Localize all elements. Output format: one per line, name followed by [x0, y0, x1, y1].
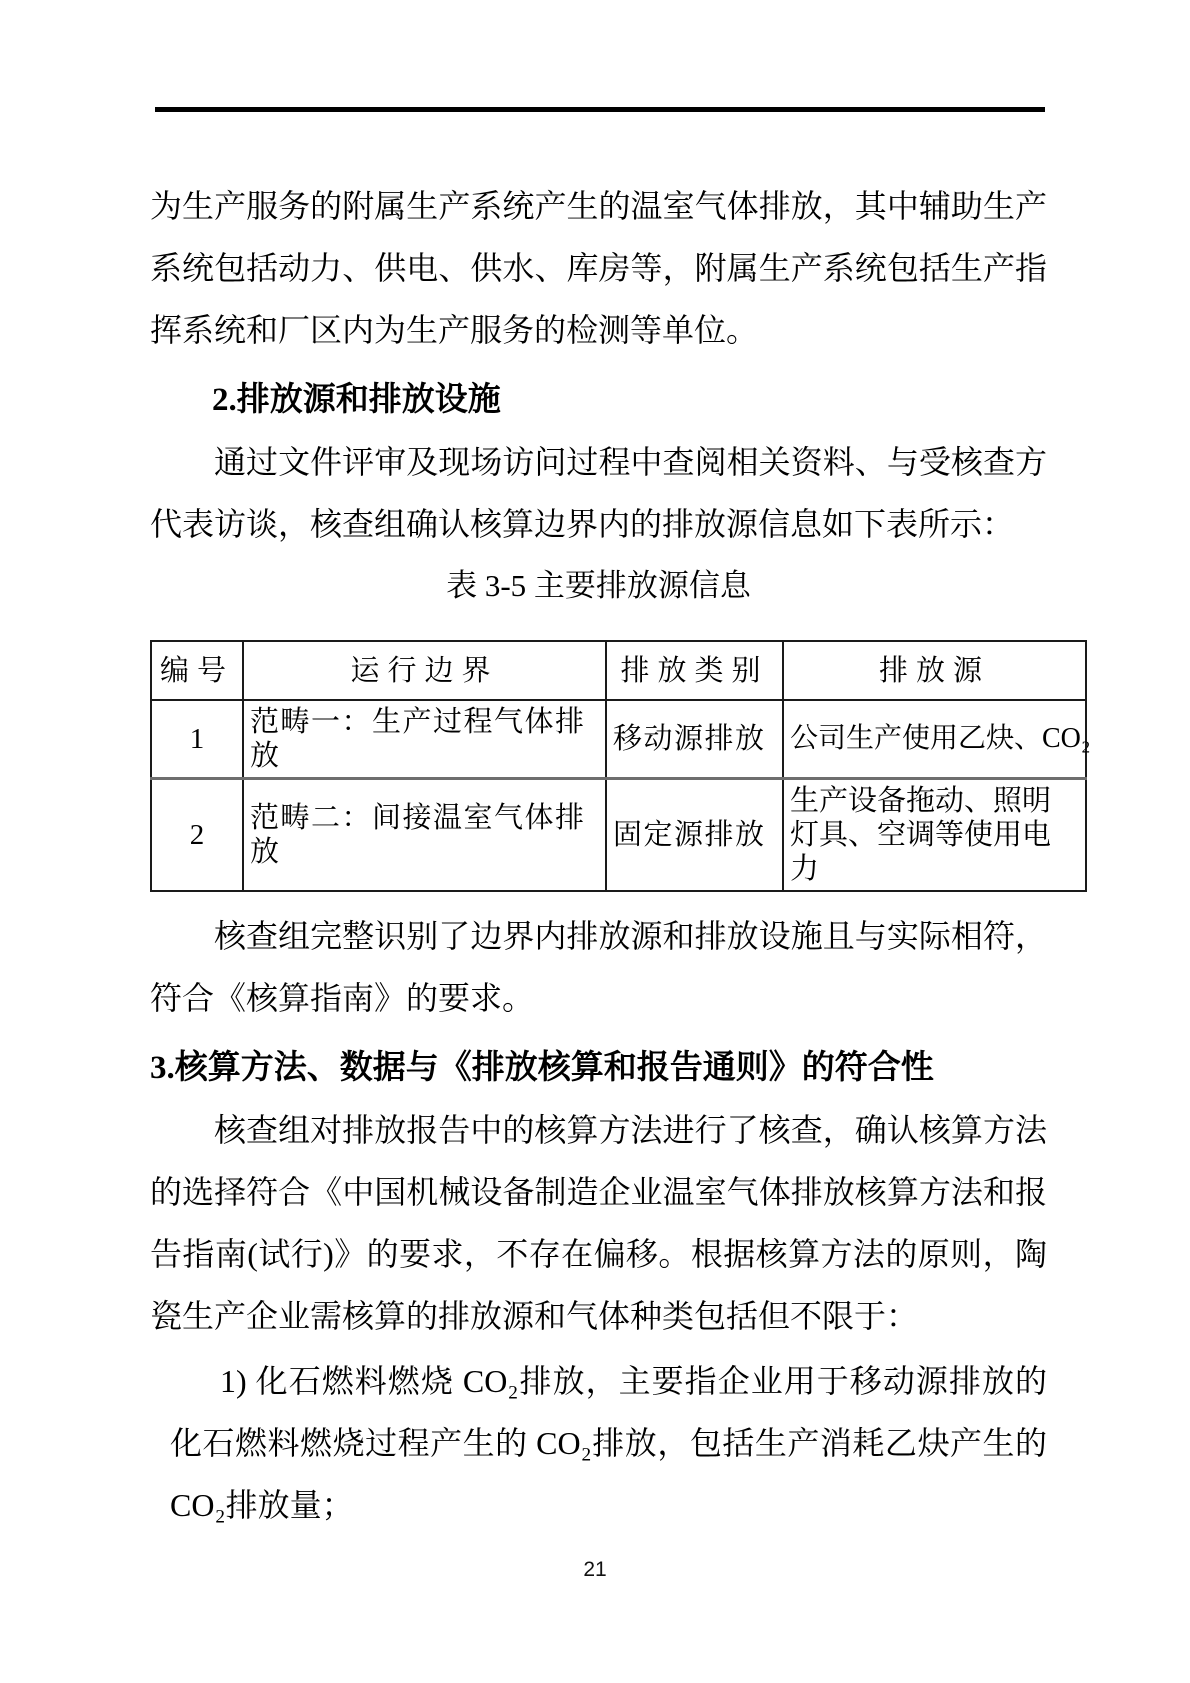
section-heading-3: 3.核算方法、数据与《排放核算和报告通则》的符合性: [150, 1050, 934, 1086]
column-header-emission-source: 排放源: [783, 641, 1086, 700]
column-header-operational-boundary: 运行边界: [243, 641, 606, 700]
paragraph-emission-sources-intro: 通过文件评审及现场访问过程中查阅相关资料、与受核查方代表访谈，核查组确认核算边界内的排放源信息如下表所示：: [150, 444, 1047, 542]
page-number: 21: [583, 1558, 607, 1581]
paragraph-method-verification: 核查组对排放报告中的核算方法进行了核查，确认核算方法的选择符合《中国机械设备制造企业温室气体排放核算方法和报告指南(试行)》的要求，不存在偏移。根据核算方法的原则，陶瓷生产企业需核算的排放源和气体种类包括但不限于：: [150, 1112, 1047, 1334]
table-row: [151, 779, 1086, 892]
paragraph-continuation: 为生产服务的附属生产系统产生的温室气体排放，其中辅助生产系统包括动力、供电、供水、库房等，附属生产系统包括生产指挥系统和厂区内为生产服务的检测等单位。: [150, 188, 1047, 348]
table-row: [151, 700, 1086, 779]
cell-category: 移动源排放: [606, 700, 783, 779]
column-header-number: 编号: [151, 641, 243, 700]
header-divider-rule: [155, 107, 1045, 112]
cell-number: 2: [151, 779, 243, 892]
section-heading-2: 2.排放源和排放设施: [212, 382, 501, 418]
cell-source: 公司生产使用乙炔、CO₂: [783, 700, 1086, 779]
column-header-emission-category: 排放类别: [606, 641, 783, 700]
cell-number: 1: [151, 700, 243, 779]
cell-boundary: 范畴一：生产过程气体排放: [243, 700, 606, 779]
table-header-row: [151, 641, 1086, 700]
list-item-fossil-fuel-co2: 1) 化石燃料燃烧 CO₂排放，主要指企业用于移动源排放的化石燃料燃烧过程产生的 CO₂排放，包括生产消耗乙炔产生的 CO₂排放量；: [170, 1363, 1047, 1523]
page-content: [150, 175, 1091, 1536]
cell-category: 固定源排放: [606, 779, 783, 892]
table-caption: 表 3-5 主要排放源信息: [446, 568, 751, 603]
paragraph-identification-conclusion: 核查组完整识别了边界内排放源和排放设施且与实际相符，符合《核算指南》的要求。: [150, 918, 1047, 1016]
cell-boundary: 范畴二：间接温室气体排放: [243, 779, 606, 892]
cell-source: 生产设备拖动、照明灯具、空调等使用电力: [783, 779, 1086, 892]
emission-sources-table: [150, 640, 1091, 892]
